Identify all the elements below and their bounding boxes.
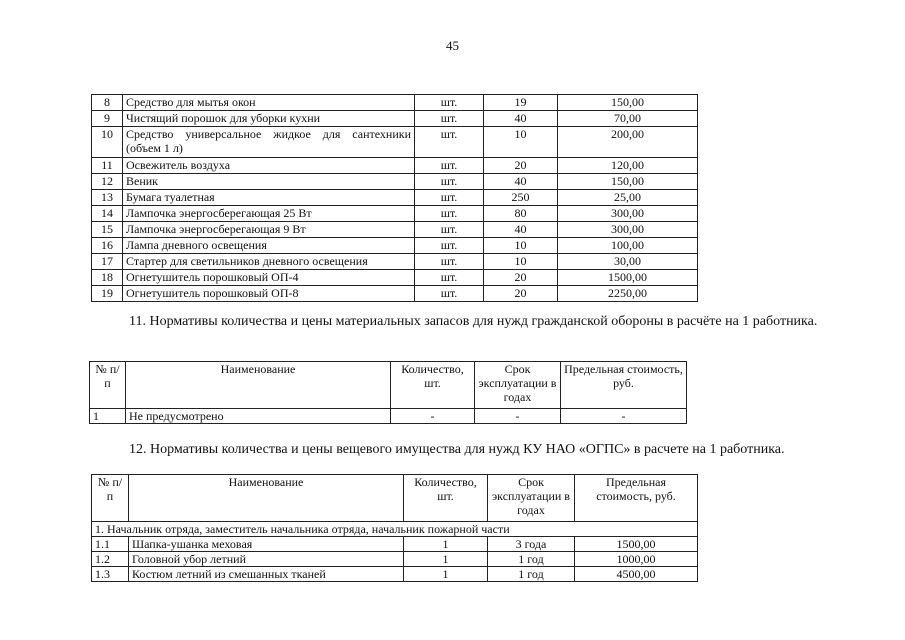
- table-header-row: [90, 362, 687, 409]
- cell-qty: 40: [484, 174, 558, 190]
- cell-num: 15: [92, 222, 123, 238]
- cell-unit: шт.: [415, 190, 484, 206]
- header-num: № п/п: [90, 362, 126, 409]
- cell-qty: -: [391, 409, 475, 424]
- table-row: [92, 286, 698, 302]
- cell-num: 1.3: [92, 567, 129, 582]
- cell-qty: 19: [484, 95, 558, 111]
- cell-num: 8: [92, 95, 123, 111]
- cell-num: 10: [92, 127, 123, 158]
- header-qty: Количество, шт.: [404, 475, 488, 522]
- table-row: [92, 270, 698, 286]
- cell-name: Головной убор летний: [129, 552, 404, 567]
- cell-unit: шт.: [415, 111, 484, 127]
- cell-name: Бумага туалетная: [123, 190, 415, 206]
- cell-name: Шапка-ушанка меховая: [129, 537, 404, 552]
- header-name: Наименование: [126, 362, 391, 409]
- clothing-table: [91, 474, 698, 582]
- civil-defense-table: [89, 361, 687, 424]
- header-term: Срок эксплуатации в годах: [488, 475, 575, 522]
- cell-qty: 10: [484, 238, 558, 254]
- cell-num: 1.2: [92, 552, 129, 567]
- cell-num: 14: [92, 206, 123, 222]
- table-row: [92, 254, 698, 270]
- cell-price: 150,00: [558, 95, 698, 111]
- cell-qty: 20: [484, 158, 558, 174]
- cell-unit: шт.: [415, 158, 484, 174]
- table-row: [92, 222, 698, 238]
- supplies-table: [91, 94, 698, 302]
- cell-term: 3 года: [488, 537, 575, 552]
- cell-num: 18: [92, 270, 123, 286]
- cell-name: Лампа дневного освещения: [123, 238, 415, 254]
- group-title: 1. Начальник отряда, заместитель начальника отряда, начальник пожарной части: [92, 522, 698, 537]
- cell-num: 9: [92, 111, 123, 127]
- cell-qty: 1: [404, 552, 488, 567]
- cell-unit: шт.: [415, 174, 484, 190]
- cell-unit: шт.: [415, 238, 484, 254]
- cell-term: 1 год: [488, 567, 575, 582]
- cell-price: 300,00: [558, 206, 698, 222]
- cell-num: 16: [92, 238, 123, 254]
- cell-term: -: [475, 409, 561, 424]
- cell-name: Огнетушитель порошковый ОП-4: [123, 270, 415, 286]
- cell-name: Освежитель воздуха: [123, 158, 415, 174]
- section-12-paragraph: 12. Нормативы количества и цены вещевого имущества для нужд КУ НАО «ОГПС» в расчете на 1 работника.: [129, 442, 785, 457]
- cell-qty: 1: [404, 567, 488, 582]
- cell-price: 150,00: [558, 174, 698, 190]
- cell-unit: шт.: [415, 286, 484, 302]
- cell-price: 4500,00: [575, 567, 698, 582]
- cell-price: 300,00: [558, 222, 698, 238]
- cell-qty: 10: [484, 254, 558, 270]
- cell-qty: 250: [484, 190, 558, 206]
- cell-num: 1: [90, 409, 126, 424]
- table-row: [92, 206, 698, 222]
- cell-name: Веник: [123, 174, 415, 190]
- cell-unit: шт.: [415, 254, 484, 270]
- clothing-table-body: [92, 475, 698, 582]
- cell-name: Огнетушитель порошковый ОП-8: [123, 286, 415, 302]
- cell-name: Средство универсальное жидкое для сантехники (объем 1 л): [123, 127, 415, 158]
- table-row: [92, 174, 698, 190]
- cell-qty: 1: [404, 537, 488, 552]
- table-row: [92, 127, 698, 158]
- cell-price: -: [561, 409, 687, 424]
- header-name: Наименование: [129, 475, 404, 522]
- cell-name: Не предусмотрено: [126, 409, 391, 424]
- cell-name: Костюм летний из смешанных тканей: [129, 567, 404, 582]
- table-row: [92, 158, 698, 174]
- cell-price: 100,00: [558, 238, 698, 254]
- cell-price: 1500,00: [575, 537, 698, 552]
- table-row: [92, 111, 698, 127]
- cell-term: 1 год: [488, 552, 575, 567]
- section-11-paragraph: 11. Нормативы количества и цены материальных запасов для нужд гражданской обороны в расчёте на 1 работника.: [129, 314, 818, 329]
- header-price: Предельная стоимость, руб.: [561, 362, 687, 409]
- table-row: [92, 567, 698, 582]
- cell-price: 25,00: [558, 190, 698, 206]
- header-term: Срок эксплуатации в годах: [475, 362, 561, 409]
- cell-name: Чистящий порошок для уборки кухни: [123, 111, 415, 127]
- cell-price: 200,00: [558, 127, 698, 158]
- header-num: № п/п: [92, 475, 129, 522]
- cell-qty: 20: [484, 270, 558, 286]
- cell-price: 2250,00: [558, 286, 698, 302]
- cell-name: Стартер для светильников дневного освещения: [123, 254, 415, 270]
- header-price: Предельная стоимость, руб.: [575, 475, 698, 522]
- cell-unit: шт.: [415, 222, 484, 238]
- supplies-table-body: [92, 95, 698, 302]
- cell-price: 70,00: [558, 111, 698, 127]
- cell-price: 30,00: [558, 254, 698, 270]
- header-qty: Количество, шт.: [391, 362, 475, 409]
- group-title-row: [92, 522, 698, 537]
- cell-num: 11: [92, 158, 123, 174]
- table-header-row: [92, 475, 698, 522]
- cell-name: Лампочка энергосберегающая 25 Вт: [123, 206, 415, 222]
- page-number: 45: [446, 38, 459, 53]
- cell-name: Лампочка энергосберегающая 9 Вт: [123, 222, 415, 238]
- table-row: [92, 95, 698, 111]
- table-row: [92, 238, 698, 254]
- cell-name: Средство для мытья окон: [123, 95, 415, 111]
- table-row: [90, 409, 687, 424]
- cell-qty: 40: [484, 222, 558, 238]
- cell-qty: 40: [484, 111, 558, 127]
- cell-unit: шт.: [415, 206, 484, 222]
- cell-price: 1000,00: [575, 552, 698, 567]
- table-row: [92, 537, 698, 552]
- cell-num: 19: [92, 286, 123, 302]
- cell-unit: шт.: [415, 270, 484, 286]
- cell-qty: 20: [484, 286, 558, 302]
- table-row: [92, 552, 698, 567]
- cell-price: 120,00: [558, 158, 698, 174]
- cell-unit: шт.: [415, 127, 484, 158]
- cell-price: 1500,00: [558, 270, 698, 286]
- cell-num: 1.1: [92, 537, 129, 552]
- cell-num: 13: [92, 190, 123, 206]
- cell-unit: шт.: [415, 95, 484, 111]
- table-row: [92, 190, 698, 206]
- cell-num: 12: [92, 174, 123, 190]
- cell-qty: 80: [484, 206, 558, 222]
- cell-num: 17: [92, 254, 123, 270]
- cell-qty: 10: [484, 127, 558, 158]
